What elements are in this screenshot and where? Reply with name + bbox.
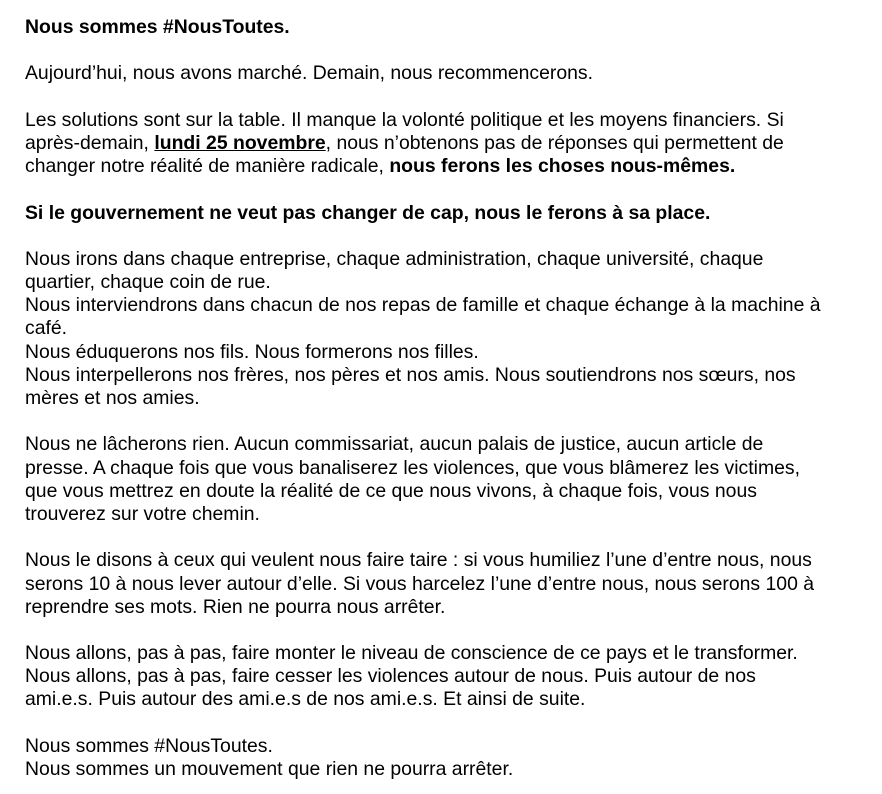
paragraph-line: [25, 155, 870, 178]
paragraph-line: que vous mettrez en doute la réalité de ce que nous vivons, à chaque fois, vous nous: [25, 479, 757, 502]
bold-paragraph-line: Si le gouvernement ne veut pas changer de cap, nous le ferons à sa place.: [25, 201, 711, 224]
paragraph-gap: [25, 619, 870, 642]
paragraph-line: serons 10 à nous lever autour d’elle. Si vous harcelez l’une d’entre nous, nous serons 100 à: [25, 572, 815, 595]
paragraph-line: quartier, chaque coin de rue.: [25, 271, 271, 294]
paragraph-gap: [25, 712, 870, 735]
paragraph-gap: [25, 410, 870, 433]
paragraph-line: trouverez sur votre chemin.: [25, 502, 260, 525]
paragraph-line: Les solutions sont sur la table. Il manque la volonté politique et les moyens financiers. Si: [25, 108, 784, 131]
paragraph-line: Nous ne lâcherons rien. Aucun commissariat, aucun palais de justice, aucun article de: [25, 433, 764, 456]
paragraph-line: Nous éduquerons nos fils. Nous formerons nos filles.: [25, 340, 479, 363]
paragraph-line: presse. A chaque fois que vous banaliserez les violences, que vous blâmerez les victimes,: [25, 456, 800, 479]
closing-line: Nous sommes un mouvement que rien ne pourra arrêter.: [25, 758, 514, 780]
paragraph-line: Nous allons, pas à pas, faire monter le niveau de conscience de ce pays et le transformer.: [25, 642, 798, 665]
paragraph-line: Aujourd’hui, nous avons marché. Demain, nous recommencerons.: [25, 62, 593, 85]
paragraph-gap: [25, 526, 870, 549]
paragraph-line: Nous interpellerons nos frères, nos pères et nos amis. Nous soutiendrons nos sœurs, nos: [25, 363, 796, 386]
paragraph-line: Nous allons, pas à pas, faire cesser les violences autour de nous. Puis autour de nos: [25, 665, 756, 688]
paragraph-line: reprendre ses mots. Rien ne pourra nous arrêter.: [25, 595, 446, 618]
paragraph-line: [25, 132, 870, 155]
paragraph-gap: [25, 86, 870, 109]
paragraph-line: café.: [25, 317, 68, 340]
text-run: changer notre réalité de manière radicale,: [25, 155, 390, 178]
text-run: , nous n’obtenons pas de réponses qui permettent de: [325, 131, 784, 154]
bold-statement: nous ferons les choses nous-mêmes.: [389, 155, 736, 178]
paragraph-gap: [25, 178, 870, 201]
paragraph-line: ami.e.s. Puis autour des ami.e.s de nos ami.e.s. Et ainsi de suite.: [25, 688, 586, 711]
paragraph-gap: [25, 225, 870, 248]
heading-line: Nous sommes #NousToutes.: [25, 16, 290, 38]
text-run: après-demain,: [25, 131, 155, 154]
paragraph-line: mères et nos amies.: [25, 387, 200, 409]
paragraph-line: Nous le disons à ceux qui veulent nous faire taire : si vous humiliez l’une d’entre nous, nous: [25, 549, 812, 572]
document-body: [25, 16, 870, 781]
paragraph-line: Nous irons dans chaque entreprise, chaque administration, chaque université, chaque: [25, 247, 764, 270]
date-highlight: lundi 25 novembre: [154, 131, 326, 154]
paragraph-gap: [25, 39, 870, 62]
paragraph-line: Nous interviendrons dans chacun de nos repas de famille et chaque échange à la machine à: [25, 294, 821, 317]
closing-line: Nous sommes #NousToutes.: [25, 734, 273, 757]
